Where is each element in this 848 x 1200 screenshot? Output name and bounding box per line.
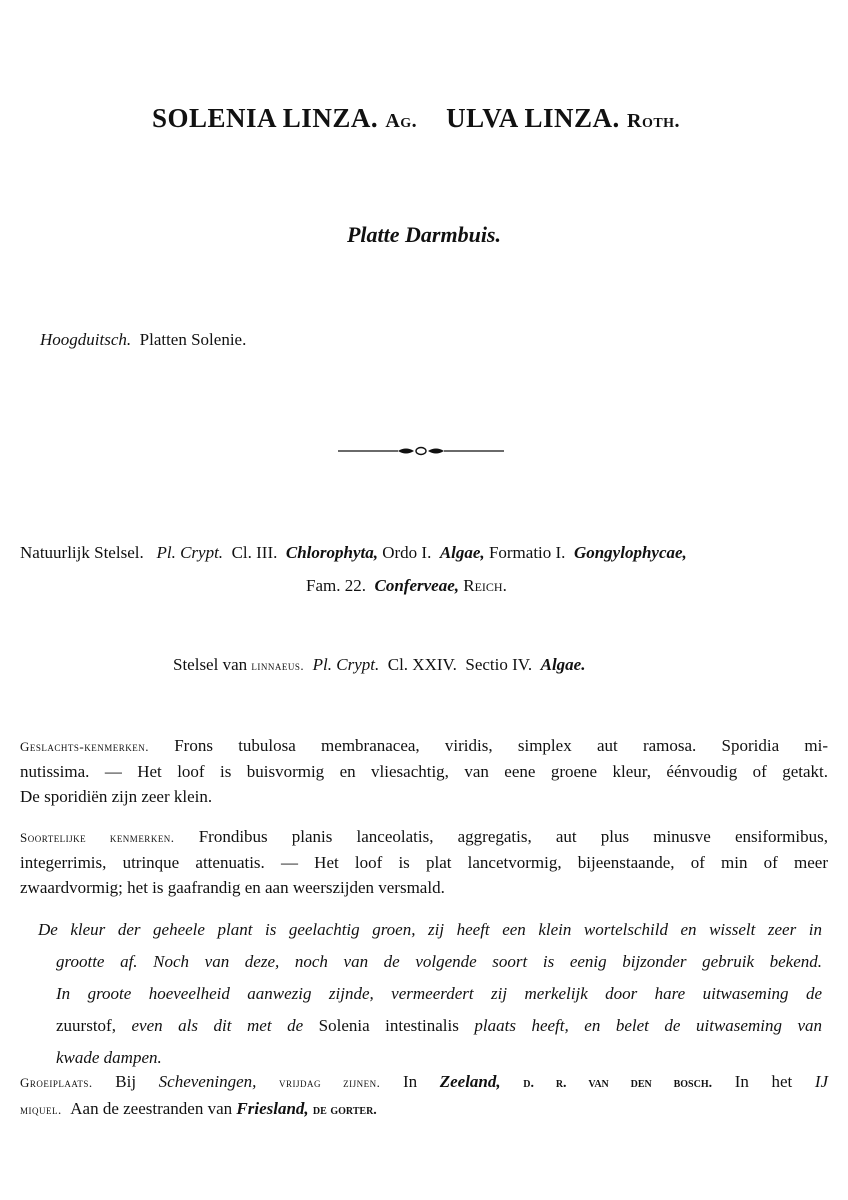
habitat-aan: Aan de zeestranden van [70, 1099, 233, 1118]
gongylophycae: Gongylophycae, [573, 543, 687, 562]
habitat-line-1 [20, 1069, 828, 1096]
species-text-1: Frondibus planis lanceolatis, aggregatis, aut plus minusve ensiformibus, [198, 827, 828, 846]
description-solenia: Solenia intestinalis [318, 1016, 459, 1035]
habitat-in-2: In het [734, 1072, 793, 1091]
description-mid: even als dit met de [131, 1016, 304, 1035]
linnaeus-label: Stelsel van [173, 655, 248, 674]
genus-line-3: De sporidiën zijn zeer klein. [20, 787, 213, 806]
habitat-vrijdag: vrijdag zijnen. [278, 1075, 381, 1090]
description-line-4 [38, 1010, 822, 1042]
natural-system-label: Natuurlijk Stelsel. [20, 543, 144, 562]
habitat-bij: Bij [115, 1072, 137, 1091]
species-line-2: integerrimis, utrinque attenuatis. — Het loof is plat lancetvormig, bijeenstaande, of min of meer [20, 853, 828, 872]
german-name: Platten Solenie. [139, 330, 247, 349]
chlorophyta: Chlorophyta, [285, 543, 378, 562]
species-line-3: zwaardvormig; het is gaafrandig en aan weerszijden versmald. [20, 878, 445, 897]
habitat-zeeland: Zeeland, [439, 1072, 501, 1091]
subtitle-dutch-name: Platte Darmbuis. [346, 222, 501, 247]
genus-text-1: Frons tubulosa membranacea, viridis, simplex aut ramosa. Sporidia mi- [174, 736, 828, 755]
german-name-line [40, 330, 246, 350]
description-line-5: kwade dampen. [56, 1048, 162, 1067]
habitat-in-1: In [402, 1072, 418, 1091]
description-line-2: grootte af. Noch van deze, noch van de volgende soort is eenig bijzonder gebruik bekend. [56, 952, 822, 971]
species-characters [20, 824, 828, 900]
genus-line-1 [20, 733, 828, 759]
linnaeus-class: Cl. XXIV. [387, 655, 457, 674]
description-oxygen: zuurstof, [56, 1016, 116, 1035]
habitat-friesland: Friesland, [236, 1099, 309, 1118]
linnaeus-name: linnaeus. [251, 658, 305, 673]
ornament-divider [338, 444, 504, 458]
habitat [20, 1069, 828, 1123]
description-line-3: In groote hoeveelheid aanwezig zijnde, vermeerdert zij merkelijk door hare uitwaseming de [56, 984, 822, 1003]
genus-label: Geslachts-kenmerken. [20, 739, 149, 754]
genus-characters [20, 733, 828, 809]
reich: Reich. [463, 576, 507, 595]
german-label: Hoogduitsch. [40, 330, 132, 349]
natural-system-line-1 [20, 543, 687, 563]
genus-line-2: nutissima. — Het loof is buisvormig en vliesachtig, van eene groene kleur, éénvoudig of getakt. [20, 762, 828, 781]
habitat-label: Groeiplaats. [20, 1075, 93, 1090]
linnaeus-algae: Algae. [540, 655, 586, 674]
description-line-1: De kleur der geheele plant is geelachtig groen, zij heeft een klein wortelschild en wisselt zeer in [38, 920, 822, 939]
ordo: Ordo I. [382, 543, 432, 562]
title-ulva: ULVA LINZA. [446, 103, 620, 133]
linnaeus-sectio: Sectio IV. [465, 655, 533, 674]
species-line-1 [20, 824, 828, 850]
formatio: Formatio I. [488, 543, 566, 562]
description [38, 914, 822, 1074]
title-author-ag: Ag. [385, 110, 418, 132]
habitat-miquel: miquel. [20, 1102, 62, 1117]
algae: Algae, [439, 543, 485, 562]
linnaeus-system-line [173, 655, 585, 675]
class-num: Cl. III. [231, 543, 278, 562]
family: Fam. 22. [306, 576, 366, 595]
title-author-roth: Roth. [627, 110, 681, 132]
habitat-bosch: d. r. van den bosch. [523, 1076, 713, 1091]
habitat-gorter: de gorter. [312, 1103, 377, 1118]
habitat-scheveningen: Scheveningen, [158, 1072, 257, 1091]
title-solenia: SOLENIA LINZA. [152, 103, 379, 133]
habitat-ij: IJ [814, 1072, 829, 1091]
linnaeus-pl-crypt: Pl. Crypt. [312, 655, 380, 674]
page-title [152, 103, 680, 134]
description-end: plaats heeft, en belet de uitwaseming van [474, 1016, 823, 1035]
conferveae: Conferveae, [374, 576, 459, 595]
natural-system-line-2 [306, 576, 507, 596]
habitat-line-2 [20, 1096, 828, 1123]
pl-crypt: Pl. Crypt. [156, 543, 224, 562]
species-label: Soortelijke kenmerken. [20, 830, 175, 845]
